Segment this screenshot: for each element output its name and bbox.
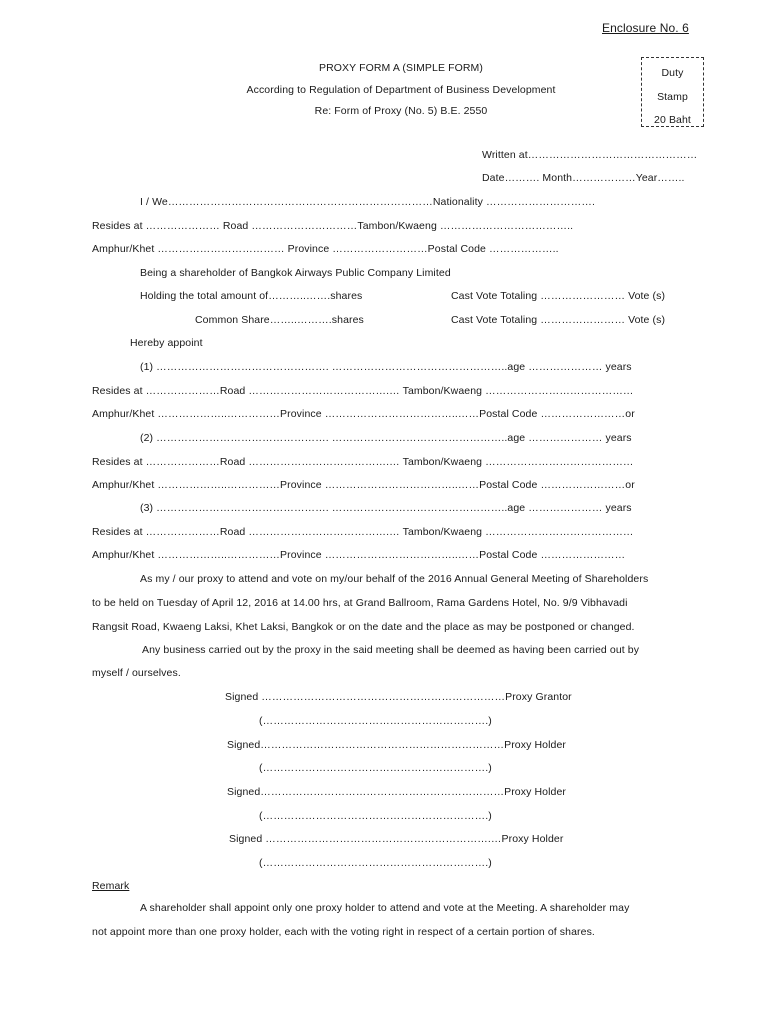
form-title: PROXY FORM A (SIMPLE FORM) bbox=[318, 62, 484, 74]
common-vote-field: Cast Vote Totaling …………………… Vote (s) bbox=[451, 314, 666, 326]
i-we-field: I / We…………………………………………………………………Nationality …………………………. bbox=[140, 196, 595, 208]
remark-line-2: not appoint more than one proxy holder, each with the voting right in respect of a certain portion of shares. bbox=[92, 926, 595, 938]
shareholder-line bbox=[140, 267, 451, 280]
date-field: Date………. Month………………Year…….. bbox=[482, 172, 685, 184]
hereby-appoint-label: Hereby appoint bbox=[130, 337, 203, 349]
proxy-2-name-line: (2) …………………………………………. …………………………………………..age ………………… years bbox=[140, 432, 632, 444]
proxy-2-resides-line: Resides at …………………Road ………………………………….… Tambon/Kwaeng …………………………………… bbox=[92, 456, 634, 468]
meeting-paragraph-line-1: As my / our proxy to attend and vote on my/our behalf of the 2016 Annual General Meeting of Shareholders bbox=[140, 573, 649, 585]
signature-proxy-holder-2-name: (……………………………………………………….) bbox=[259, 810, 492, 822]
proxy-3-name-line: (3) …………………………………………. …………………………………………..age ………………… years bbox=[140, 502, 632, 514]
resides-field: Resides at ………………… Road …………………………Tambon/Kwaeng ……………………………….. bbox=[92, 220, 574, 232]
proxy-3-amphur-line: Amphur/Khet ………………..……………Province ………………………………..……Postal Code …………………… bbox=[92, 549, 626, 561]
signature-proxy-holder-1: Signed……………………………………………………………Proxy Holder bbox=[227, 739, 566, 751]
holding-field: Holding the total amount of………..…….shares bbox=[140, 290, 363, 302]
holding-vote-field: Cast Vote Totaling …………………… Vote (s) bbox=[451, 290, 666, 302]
proxy-1-resides-line: Resides at …………………Road ………………………………….… Tambon/Kwaeng …………………………………… bbox=[92, 385, 634, 397]
stamp-label-amount: 20 Baht bbox=[654, 114, 691, 126]
signature-proxy-holder-3-name: (……………………………………………………….) bbox=[259, 857, 492, 869]
common-share-field: Common Share……..……….shares bbox=[195, 314, 364, 326]
written-at-field: Written at………………………………………… bbox=[482, 149, 698, 161]
shareholder-prefix: Being a shareholder of bbox=[140, 267, 251, 279]
signature-proxy-holder-3: Signed ……………………………………………………….…Proxy Holder bbox=[229, 833, 564, 845]
stamp-label-duty: Duty bbox=[661, 67, 684, 79]
remark-heading: Remark bbox=[92, 880, 130, 892]
proxy-1-name-line: (1) …………………………………………. …………………………………………..age ………………… years bbox=[140, 361, 632, 373]
duty-stamp-box bbox=[641, 57, 704, 127]
meeting-paragraph-line-3: Rangsit Road, Kwaeng Laksi, Khet Laksi, Bangkok or on the date and the place as may be postponed or changed. bbox=[92, 621, 635, 633]
signature-proxy-holder-1-name: (……………………………………………………….) bbox=[259, 762, 492, 774]
signature-proxy-holder-2: Signed……………………………………………………………Proxy Holder bbox=[227, 786, 566, 798]
signature-proxy-grantor-name: (……………………………………………………….) bbox=[259, 715, 492, 727]
proxy-2-amphur-line: Amphur/Khet ………………..……………Province ………………………………..……Postal Code ……………………or bbox=[92, 479, 635, 491]
proxy-1-amphur-line: Amphur/Khet ………………..……………Province ………………………………..……Postal Code ……………………or bbox=[92, 408, 635, 420]
business-paragraph-line-2: myself / ourselves. bbox=[92, 667, 181, 679]
business-paragraph-line-1: Any business carried out by the proxy in the said meeting shall be deemed as having been carried out by bbox=[142, 644, 640, 656]
company-name: Bangkok Airways Public Company Limited bbox=[250, 267, 451, 279]
form-subtitle-regulation: According to Regulation of Department of Business Development bbox=[246, 84, 556, 96]
meeting-paragraph-line-2: to be held on Tuesday of April 12, 2016 at 14.00 hrs, at Grand Ballroom, Rama Gardens Hotel, No. 9/9 Vibhavadi bbox=[92, 597, 628, 609]
proxy-3-resides-line: Resides at …………………Road ………………………………….… Tambon/Kwaeng …………………………………… bbox=[92, 526, 634, 538]
enclosure-label: Enclosure No. 6 bbox=[602, 21, 689, 35]
signature-proxy-grantor: Signed ……………………………………………………………Proxy Grantor bbox=[225, 691, 572, 703]
remark-line-1: A shareholder shall appoint only one proxy holder to attend and vote at the Meeting. A shareholder may bbox=[140, 902, 630, 914]
stamp-label-stamp: Stamp bbox=[657, 91, 688, 103]
amphur-field: Amphur/Khet ……………………………… Province ………………………Postal Code ……………….. bbox=[92, 243, 559, 255]
form-subtitle-reference: Re: Form of Proxy (No. 5) B.E. 2550 bbox=[314, 105, 488, 117]
